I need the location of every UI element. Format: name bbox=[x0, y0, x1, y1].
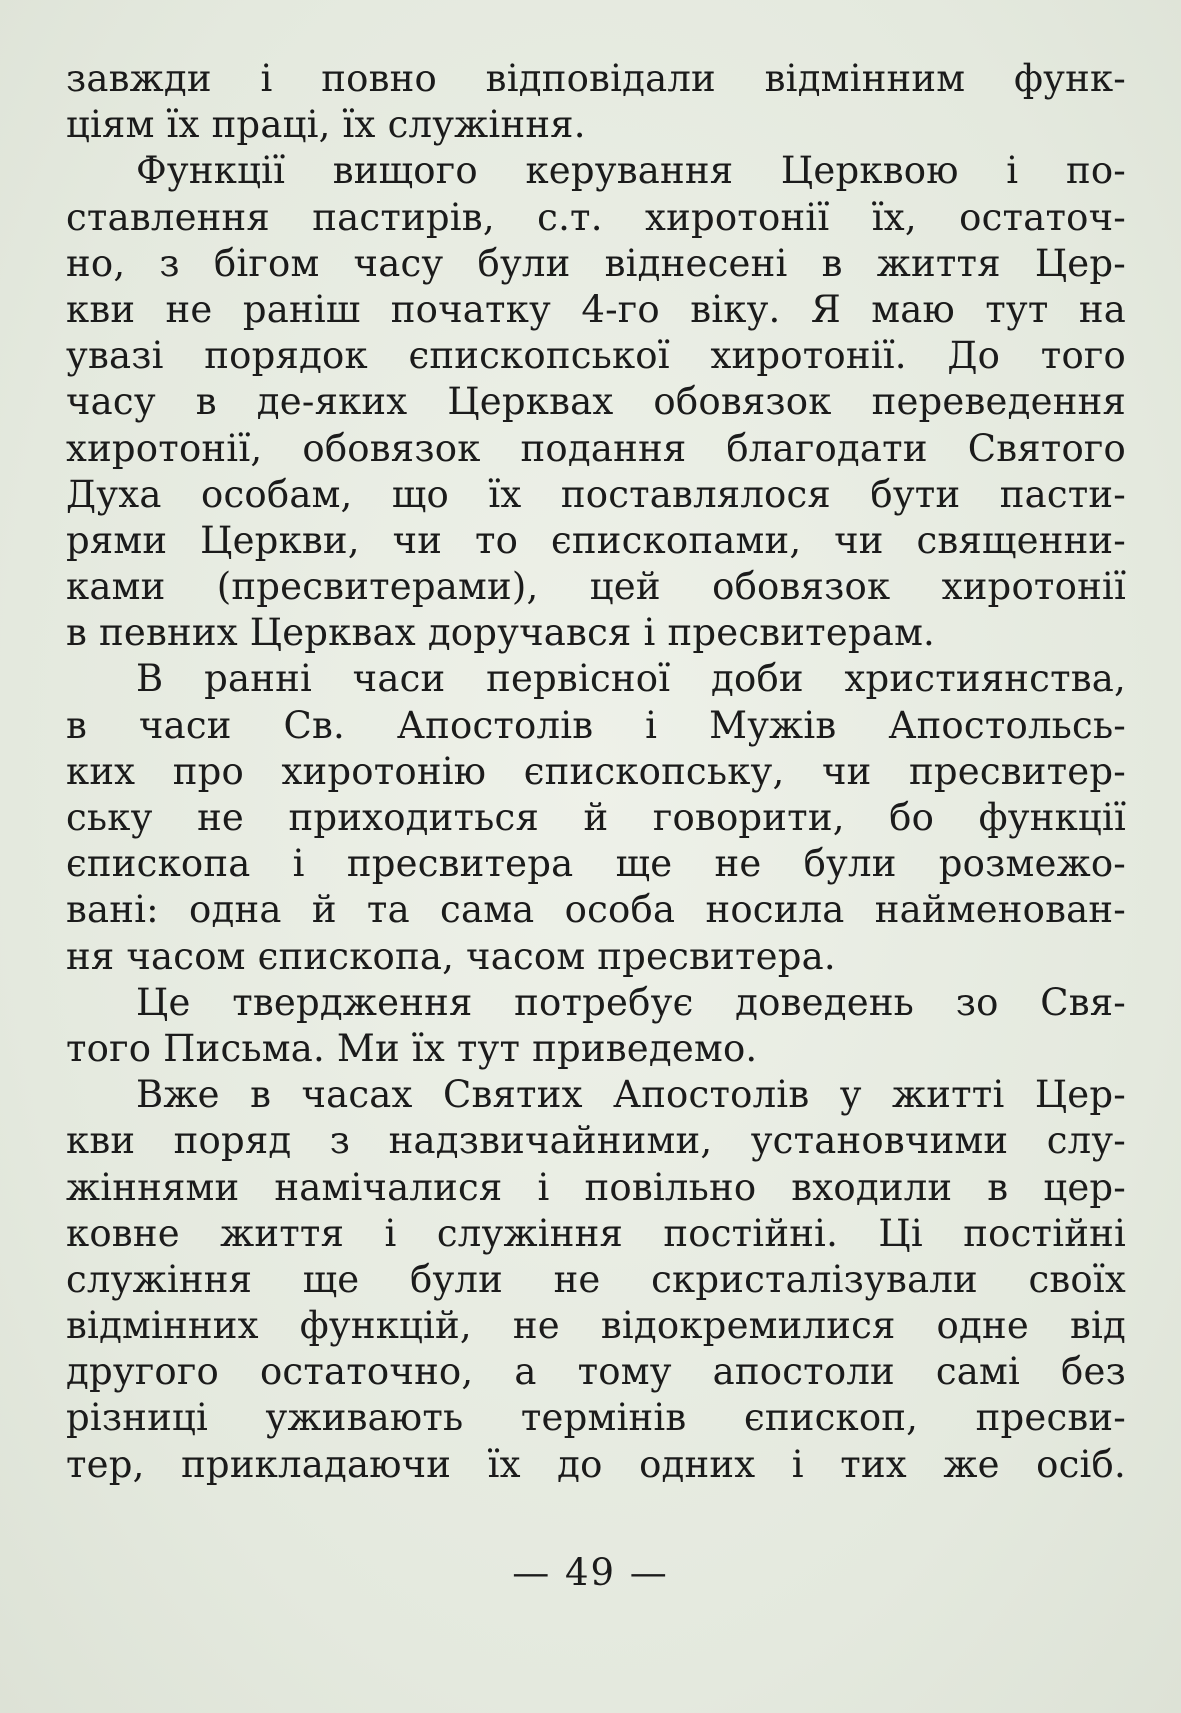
text-line: відмінних функцій, не відокремилися одне від bbox=[66, 1304, 1126, 1348]
text-line: ську не приходиться й говорити, бо функції bbox=[66, 796, 1126, 839]
text-line: кви не раніш початку 4-го віку. Я маю тут на bbox=[66, 287, 1126, 331]
text-line: вані: одна й та сама особа носила найменован- bbox=[66, 888, 1126, 932]
text-line: завжди і повно відповідали відмінним функ- bbox=[66, 57, 1126, 100]
text-line: в часи Св. Апостолів і Мужів Апостольсь- bbox=[66, 703, 1126, 747]
text-line: но, з бігом часу були віднесені в життя Цер- bbox=[66, 241, 1126, 285]
text-line: другого остаточно, а тому апостоли самі без bbox=[66, 1350, 1126, 1394]
text-line: В ранні часи первісної доби християнства, bbox=[136, 657, 1126, 701]
text-line: увазі порядок єпископської хиротонії. До того bbox=[66, 334, 1126, 378]
text-line: ставлення пастирів, с.т. хиротонії їх, остаточ- bbox=[66, 195, 1126, 239]
body-text bbox=[66, 56, 1126, 1488]
text-line: часу в де-яких Церквах обовязок переведення bbox=[66, 380, 1126, 424]
text-line: тер, прикладаючи їх до одних і тих же осіб. bbox=[66, 1442, 1126, 1486]
text-line: рями Церкви, чи то єпископами, чи священни- bbox=[66, 518, 1126, 562]
text-line: ками (пресвитерами), цей обовязок хиротонії bbox=[66, 565, 1126, 609]
text-line: Це твердження потребує доведень зо Свя- bbox=[136, 980, 1126, 1024]
text-line: жіннями намічалися і повільно входили в цер- bbox=[66, 1165, 1126, 1209]
text-line: хиротонії, обовязок подання благодати Святого bbox=[66, 426, 1126, 470]
text-line: різниці уживають термінів єпископ, пресви- bbox=[66, 1396, 1126, 1440]
text-line: в певних Церквах доручався і пресвитерам. bbox=[66, 611, 936, 655]
text-line: ня часом єпископа, часом пресвитера. bbox=[66, 934, 836, 978]
text-line: ких про хиротонію єпископську, чи пресвитер- bbox=[66, 749, 1126, 793]
text-line: того Письма. Ми їх тут приведемо. bbox=[66, 1026, 758, 1070]
text-line: Функції вищого керування Церквою і по- bbox=[136, 149, 1126, 193]
text-line: служіння ще були не скристалізували своїх bbox=[66, 1257, 1126, 1301]
page-number: — 49 — bbox=[512, 1551, 669, 1594]
text-line: єпископа і пресвитера ще не були розмежо- bbox=[66, 842, 1126, 886]
text-line: ковне життя і служіння постійні. Ці постійні bbox=[66, 1211, 1126, 1255]
text-line: Вже в часах Святих Апостолів у житті Цер- bbox=[136, 1073, 1126, 1117]
text-line: кви поряд з надзвичайними, установчими слу- bbox=[66, 1119, 1126, 1163]
text-line: Духа особам, що їх поставлялося бути пасти- bbox=[66, 472, 1126, 516]
text-line: ціям їх праці, їх служіння. bbox=[66, 103, 586, 147]
